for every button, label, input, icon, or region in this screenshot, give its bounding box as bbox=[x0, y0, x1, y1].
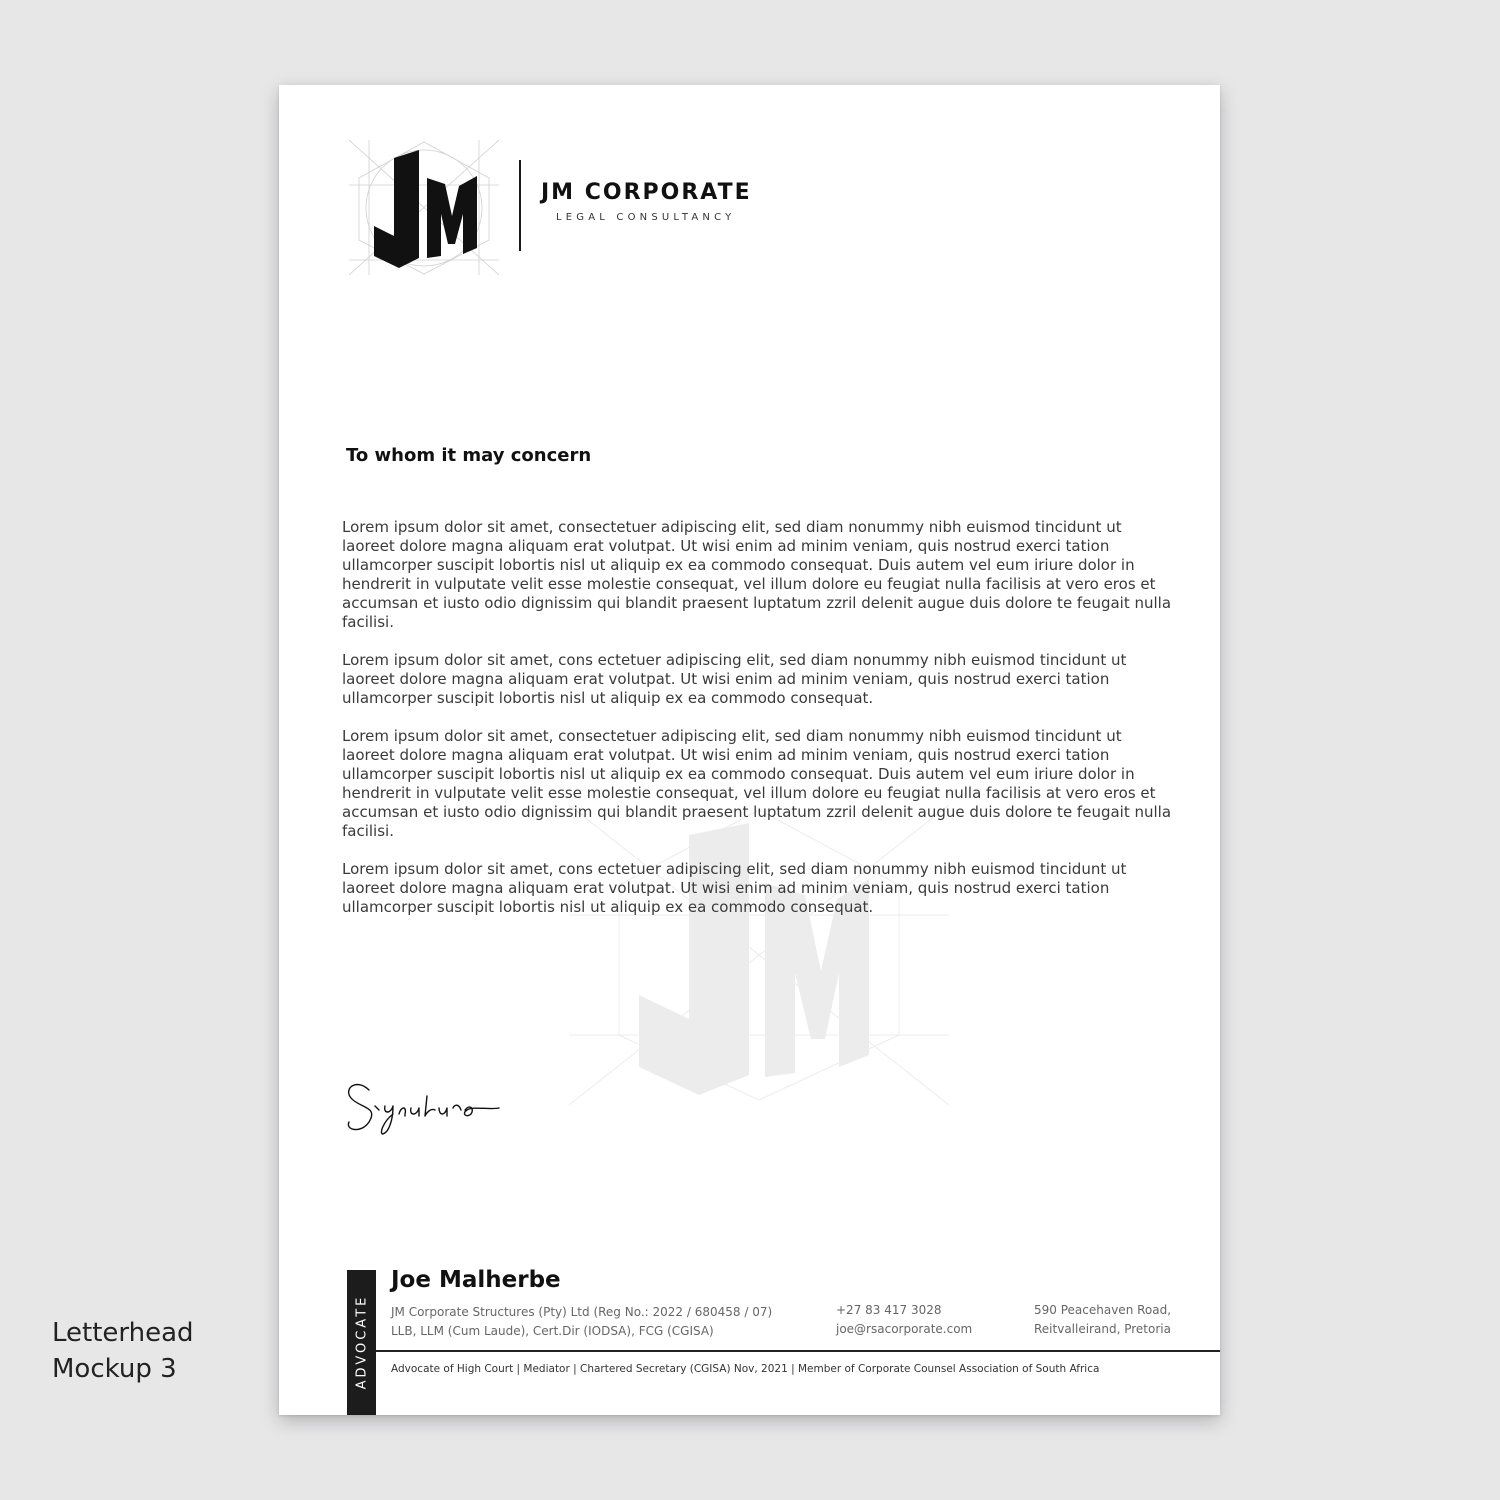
qualifications-line: LLB, LLM (Cum Laude), Cert.Dir (IODSA), FCG (CGISA) bbox=[391, 1324, 714, 1338]
mockup-caption bbox=[52, 1315, 194, 1387]
jm-logo-icon bbox=[349, 140, 499, 275]
address-line: 590 Peacehaven Road, bbox=[1034, 1303, 1172, 1317]
credentials-line: Advocate of High Court | Mediator | Chartered Secretary (CGISA) Nov, 2021 | Member of Corporate Counsel Association of South Africa bbox=[391, 1363, 1100, 1375]
person-name: Joe Malherbe bbox=[391, 1267, 561, 1293]
salutation: To whom it may concern bbox=[346, 445, 592, 466]
paragraph: Lorem ipsum dolor sit amet, cons ectetuer adipiscing elit, sed diam nonummy nibh euismod tincidunt ut laoreet dolore magna aliquam erat volutpat. Ut wisi enim ad minim veniam, quis nostrud exerci tation ullamcorper suscipit lobortis nisl ut aliquip ex ea commodo consequat. bbox=[342, 860, 1127, 916]
paragraph: Lorem ipsum dolor sit amet, cons ectetuer adipiscing elit, sed diam nonummy nibh euismod tincidunt ut laoreet dolore magna aliquam erat volutpat. Ut wisi enim ad minim veniam, quis nostrud exerci tation ullamcorper suscipit lobortis nisl ut aliquip ex ea commodo consequat. bbox=[342, 651, 1127, 707]
address-line: Reitvalleirand, Pretoria bbox=[1034, 1322, 1171, 1336]
logo-divider bbox=[519, 160, 521, 251]
letter-body bbox=[342, 518, 1172, 936]
brand-name: JM CORPORATE bbox=[541, 180, 752, 205]
address-column bbox=[1034, 1301, 1171, 1339]
paragraph: Lorem ipsum dolor sit amet, consectetuer adipiscing elit, sed diam nonummy nibh euismod tincidunt ut laoreet dolore magna aliquam erat volutpat. Ut wisi enim ad minim veniam, quis nostrud exerci tation ullamcorper suscipit lobortis nisl ut aliquip ex ea commodo consequat. Duis autem vel eum iriure dolor in hendrerit in vulputate velit esse molestie consequat, vel illum dolore eu feugiat nulla facilisis at vero eros et accumsan et iusto odio dignissim qui blandit praesent luptatum zzril delenit augue duis dolore te feugait nulla facilisi. bbox=[342, 518, 1172, 631]
contact-column bbox=[836, 1301, 972, 1339]
phone-number: +27 83 417 3028 bbox=[836, 1303, 942, 1317]
email-address: joe@rsacorporate.com bbox=[836, 1322, 973, 1336]
paragraph: Lorem ipsum dolor sit amet, consectetuer adipiscing elit, sed diam nonummy nibh euismod tincidunt ut laoreet dolore magna aliquam erat volutpat. Ut wisi enim ad minim veniam, quis nostrud exerci tation ullamcorper suscipit lobortis nisl ut aliquip ex ea commodo consequat. Duis autem vel eum iriure dolor in hendrerit in vulputate velit esse molestie consequat, vel illum dolore eu feugiat nulla facilisis at vero eros et accumsan et iusto odio dignissim qui blandit praesent luptatum zzril delenit augue duis dolore te feugait nulla facilisi. bbox=[342, 727, 1172, 840]
role-label: ADVOCATE bbox=[354, 1294, 370, 1390]
footer-divider bbox=[376, 1350, 1220, 1352]
company-line: JM Corporate Structures (Pty) Ltd (Reg No.: 2022 / 680458 / 07) bbox=[391, 1305, 773, 1319]
caption-line: Letterhead bbox=[52, 1318, 194, 1348]
caption-line: Mockup 3 bbox=[52, 1354, 177, 1384]
signature-image bbox=[339, 1070, 549, 1140]
letterhead-page bbox=[279, 85, 1220, 1415]
brand-tagline: LEGAL CONSULTANCY bbox=[556, 212, 736, 223]
